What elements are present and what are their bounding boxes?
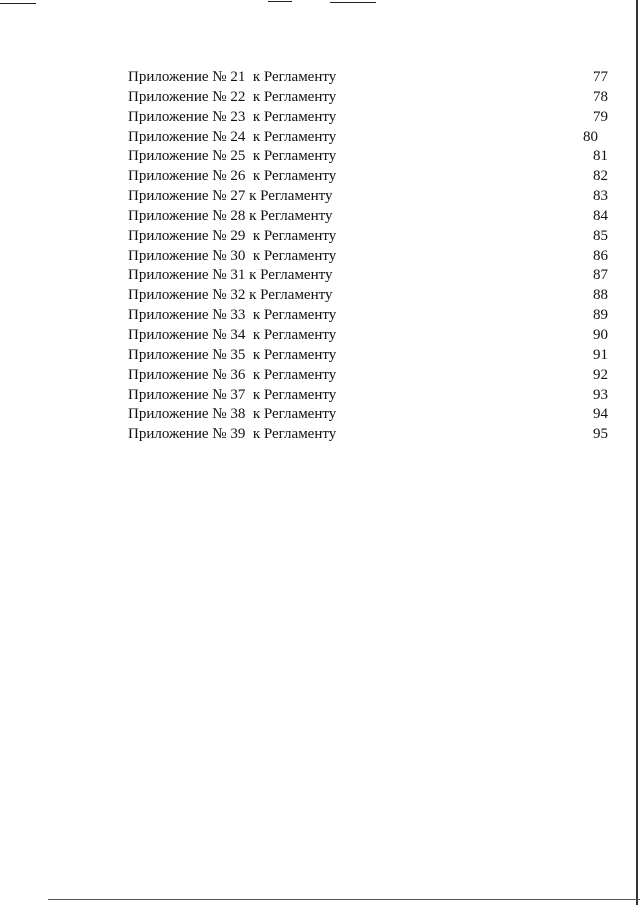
toc-entry-title: Приложение № 28 к Регламенту bbox=[128, 207, 333, 224]
toc-entry-34 bbox=[128, 326, 612, 346]
toc-entry-28 bbox=[128, 207, 612, 227]
toc-entry-page: 78 bbox=[593, 88, 608, 105]
toc-entry-title: Приложение № 24 к Регламенту bbox=[128, 128, 337, 145]
toc-entry-title: Приложение № 23 к Регламенту bbox=[128, 108, 337, 125]
scan-artifact-top-mid bbox=[268, 1, 292, 2]
toc-entry-page: 81 bbox=[593, 148, 608, 165]
toc-entry-page: 86 bbox=[593, 247, 608, 264]
toc-entry-page: 85 bbox=[593, 227, 608, 244]
toc-entry-title: Приложение № 39 к Регламенту bbox=[128, 426, 337, 443]
toc-entry-title: Приложение № 38 к Регламенту bbox=[128, 406, 337, 423]
toc-entry-31 bbox=[128, 266, 612, 286]
toc-entry-page: 92 bbox=[593, 366, 608, 383]
toc-entry-title: Приложение № 37 к Регламенту bbox=[128, 386, 337, 403]
toc-entry-29 bbox=[128, 227, 612, 247]
toc-entry-title: Приложение № 32 к Регламенту bbox=[128, 287, 333, 304]
toc-entry-title: Приложение № 29 к Регламенту bbox=[128, 227, 337, 244]
toc-entry-38 bbox=[128, 405, 612, 425]
table-of-contents bbox=[128, 68, 612, 445]
toc-entry-page: 83 bbox=[593, 188, 608, 205]
toc-entry-page: 90 bbox=[593, 326, 608, 343]
toc-entry-title: Приложение № 25 к Регламенту bbox=[128, 148, 337, 165]
toc-entry-21 bbox=[128, 68, 612, 88]
toc-entry-page: 89 bbox=[593, 307, 608, 324]
toc-entry-page: 80 bbox=[583, 128, 598, 145]
toc-entry-39 bbox=[128, 425, 612, 445]
toc-entry-page: 77 bbox=[593, 69, 608, 85]
toc-entry-page: 79 bbox=[593, 108, 608, 125]
toc-entry-page: 82 bbox=[593, 168, 608, 185]
toc-entry-title: Приложение № 34 к Регламенту bbox=[128, 326, 337, 343]
toc-entry-30 bbox=[128, 247, 612, 267]
toc-entry-page: 94 bbox=[593, 406, 608, 423]
toc-entry-24 bbox=[128, 128, 612, 148]
toc-entry-title: Приложение № 35 к Регламенту bbox=[128, 346, 337, 363]
toc-entry-page: 91 bbox=[593, 346, 608, 363]
toc-entry-title: Приложение № 36 к Регламенту bbox=[128, 366, 337, 383]
toc-entry-37 bbox=[128, 386, 612, 406]
toc-entry-27 bbox=[128, 187, 612, 207]
toc-entry-32 bbox=[128, 286, 612, 306]
toc-entry-36 bbox=[128, 366, 612, 386]
toc-entry-page: 93 bbox=[593, 386, 608, 403]
toc-entry-page: 84 bbox=[593, 207, 608, 224]
toc-entry-26 bbox=[128, 167, 612, 187]
scan-edge-right bbox=[636, 0, 638, 905]
toc-entry-35 bbox=[128, 346, 612, 366]
toc-entry-33 bbox=[128, 306, 612, 326]
scan-artifact-top-mid-2 bbox=[330, 2, 376, 3]
toc-entry-title: Приложение № 33 к Регламенту bbox=[128, 307, 337, 324]
toc-entry-title: Приложение № 26 к Регламенту bbox=[128, 168, 337, 185]
toc-entry-23 bbox=[128, 108, 612, 128]
toc-entry-title: Приложение № 31 к Регламенту bbox=[128, 267, 333, 284]
toc-entry-title: Приложение № 21 к Регламенту bbox=[128, 69, 337, 85]
toc-entry-25 bbox=[128, 147, 612, 167]
toc-entry-title: Приложение № 22 к Регламенту bbox=[128, 88, 337, 105]
scan-edge-bottom bbox=[48, 899, 640, 900]
scan-artifact-top-left bbox=[0, 3, 36, 4]
toc-entry-page: 95 bbox=[593, 426, 608, 443]
toc-entry-22 bbox=[128, 88, 612, 108]
toc-entry-page: 87 bbox=[593, 267, 608, 284]
toc-entry-page: 88 bbox=[593, 287, 608, 304]
toc-entry-title: Приложение № 27 к Регламенту bbox=[128, 188, 333, 205]
toc-entry-title: Приложение № 30 к Регламенту bbox=[128, 247, 337, 264]
